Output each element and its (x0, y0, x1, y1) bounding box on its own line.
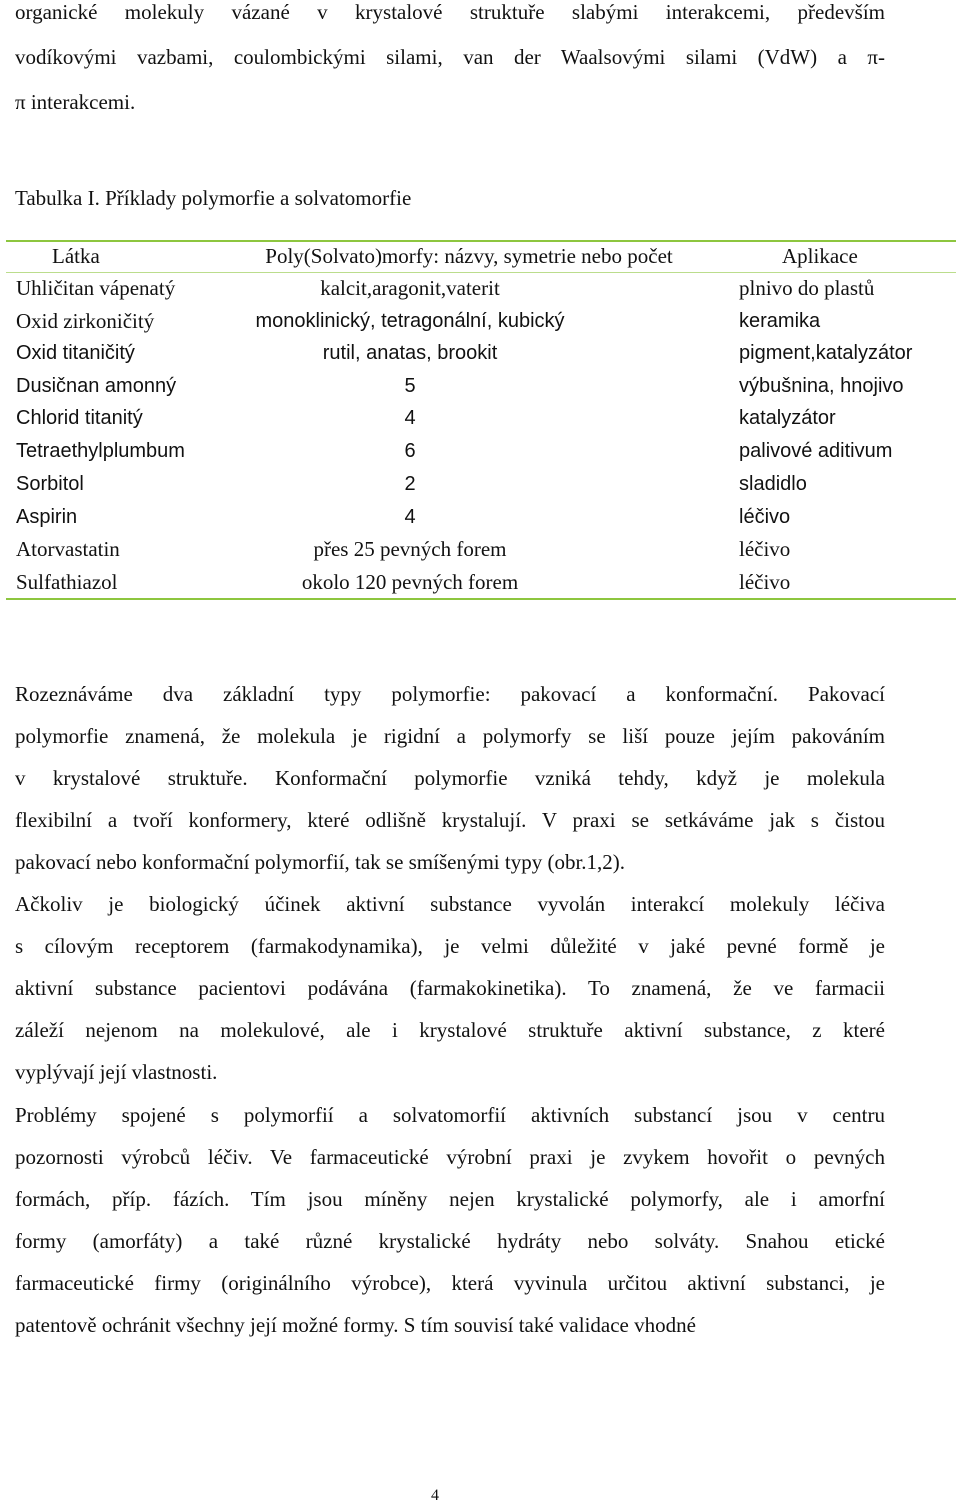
table-cell: monoklinický, tetragonální, kubický (255, 310, 565, 332)
table-cell: Oxid zirkoničitý (16, 309, 155, 333)
intro-line-2: vodíkovými vazbami, coulombickými silami, van der Waalsovými silami (VdW) a π- (15, 45, 885, 69)
page-number: 4 (431, 1487, 439, 1504)
body-line: formy (amorfáty) a také různé krystalické hydráty nebo solváty. Snahou etické (15, 1229, 885, 1253)
table-cell: Tetraethylplumbum (16, 440, 185, 462)
table-header-substance: Látka (52, 244, 100, 268)
body-line: farmaceutické firmy (originálního výrobce), která vyvinula určitou aktivní substanci, je (15, 1271, 885, 1295)
table-cell: Dusičnan amonný (16, 375, 177, 397)
table-caption: Tabulka I. Příklady polymorfie a solvatomorfie (15, 186, 412, 210)
body-line: formách, příp. fázích. Tím jsou míněny nejen krystalické polymorfy, ale i amorfní (15, 1187, 885, 1211)
body-line: vyplývají její vlastnosti. (15, 1060, 218, 1084)
table-cell: Uhličitan vápenatý (16, 276, 176, 300)
table-cell: Chlorid titanitý (16, 407, 143, 429)
body-line: flexibilní a tvoří konformery, které odlišně krystalují. V praxi se setkáváme jak s čistou (15, 808, 885, 832)
table-cell: okolo 120 pevných forem (301, 570, 519, 594)
table-cell: katalyzátor (739, 407, 836, 429)
body-line: záleží nejenom na molekulové, ale i krystalové struktuře aktivní substance, z které (15, 1018, 885, 1042)
table-top-rule (6, 240, 956, 242)
table-cell: Sulfathiazol (16, 570, 118, 594)
table-cell: léčivo (739, 506, 791, 528)
table-cell: 4 (404, 506, 416, 528)
table-cell: léčivo (739, 570, 791, 594)
body-line: patentově ochránit všechny její možné formy. S tím souvisí také validace vhodné (15, 1313, 696, 1337)
table-cell: 5 (404, 375, 416, 397)
table-cell: výbušnina, hnojivo (739, 375, 904, 397)
table-cell: léčivo (739, 537, 791, 561)
intro-line-1: organické molekuly vázané v krystalové struktuře slabými interakcemi, především (15, 0, 885, 24)
table-cell: Aspirin (16, 506, 78, 528)
body-line: Rozeznáváme dva základní typy polymorfie: pakovací a konformační. Pakovací (15, 682, 885, 706)
table-cell: palivové aditivum (739, 440, 893, 462)
table-cell: pigment,katalyzátor (739, 342, 913, 364)
body-line: polymorfie znamená, že molekula je rigidní a polymorfy se liší pouze jejím pakováním (15, 724, 885, 748)
table-cell: sladidlo (739, 473, 807, 495)
table-cell: 2 (404, 473, 416, 495)
table-cell: plnivo do plastů (739, 276, 875, 300)
body-line: Problémy spojené s polymorfií a solvatomorfií aktivních substancí jsou v centru (15, 1103, 885, 1127)
table-cell: Oxid titaničitý (16, 342, 135, 364)
table-bottom-rule (6, 598, 956, 600)
table-header-forms: Poly(Solvato)morfy: názvy, symetrie nebo počet (265, 244, 673, 268)
table-cell: rutil, anatas, brookit (322, 342, 498, 364)
body-line: Ačkoliv je biologický účinek aktivní substance vyvolán interakcí molekuly léčiva (15, 892, 885, 916)
table-header-application: Aplikace (782, 244, 858, 268)
intro-line-3: π interakcemi. (15, 90, 136, 114)
table-cell: kalcit,aragonit,vaterit (320, 276, 500, 300)
body-line: aktivní substance pacientovi podávána (farmakokinetika). To znamená, že ve farmacii (15, 976, 885, 1000)
table-cell: Sorbitol (16, 473, 84, 495)
body-line: s cílovým receptorem (farmakodynamika), je velmi důležité v jaké pevné formě je (15, 934, 885, 958)
table-cell: Atorvastatin (16, 537, 120, 561)
table-cell: 4 (404, 407, 416, 429)
body-line: pozornosti výrobců léčiv. Ve farmaceutické výrobní praxi je zvykem hovořit o pevných (15, 1145, 885, 1169)
table-cell: přes 25 pevných forem (313, 537, 507, 561)
body-line: v krystalové struktuře. Konformační polymorfie vzniká tehdy, když je molekula (15, 766, 885, 790)
table-header-rule (6, 272, 956, 273)
table-cell: 6 (404, 440, 416, 462)
body-line: pakovací nebo konformační polymorfií, tak se smíšenými typy (obr.1,2). (15, 850, 626, 874)
table-cell: keramika (739, 310, 821, 332)
